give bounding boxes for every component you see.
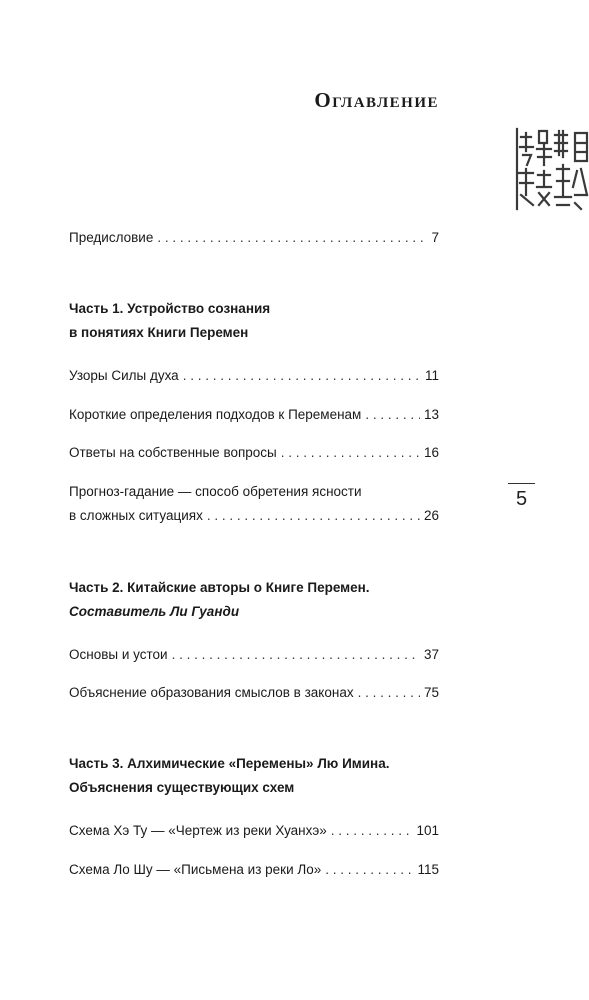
toc-entry[interactable] [69, 441, 439, 465]
part-3-heading-line2: Объяснения существующих схем [69, 780, 295, 795]
page-title: Оглавление [314, 88, 439, 112]
toc-entry-page: 16 [423, 445, 439, 460]
toc-entry-page: 13 [423, 407, 439, 422]
page-number: 5 [515, 488, 528, 510]
toc-entry-page: 75 [423, 685, 439, 700]
toc-entry-title: Узоры Силы духа [69, 368, 179, 383]
toc-entry-title: Основы и устои [69, 647, 168, 662]
toc-entry-page: 26 [423, 508, 439, 523]
toc-entry[interactable] [69, 681, 439, 705]
toc-entry-title: Ответы на собственные вопросы [69, 445, 277, 460]
toc-entry-title: Предисловие [69, 230, 154, 245]
toc-entry[interactable] [69, 819, 439, 843]
toc-entry-title: Схема Ло Шу — «Письмена из реки Ло» [69, 862, 322, 877]
dot-leader [183, 364, 421, 388]
toc-entry[interactable] [69, 643, 439, 667]
part-1-heading-line2: в понятиях Книги Перемен [69, 325, 249, 340]
toc-entry-page: 115 [417, 862, 439, 877]
toc-entry[interactable] [69, 858, 439, 882]
toc-entry-page: 101 [416, 823, 439, 838]
dot-leader [281, 441, 420, 465]
chinese-seal-icon [511, 125, 589, 211]
toc-entry-page: 37 [423, 647, 439, 662]
part-2-compiler: Составитель Ли Гуанди [69, 604, 240, 619]
dot-leader [365, 403, 420, 427]
part-2-heading: Часть 2. Китайские авторы о Книге Перемен. [69, 580, 370, 595]
part-3-heading: Часть 3. Алхимические «Перемены» Лю Имина. [69, 756, 390, 771]
dot-leader [172, 643, 420, 667]
toc-entry-title: Короткие определения подходов к Переменам [69, 407, 362, 422]
toc-entry[interactable] [69, 364, 439, 388]
dot-leader [358, 681, 420, 705]
toc-entry-page: 11 [424, 368, 439, 383]
toc-entry-title-line1[interactable]: Прогноз-гадание — способ обретения ясности [69, 484, 362, 499]
toc-entry[interactable] [69, 403, 439, 427]
toc-entry-preface[interactable] [69, 226, 439, 250]
part-1-heading: Часть 1. Устройство сознания [69, 301, 271, 316]
dot-leader [325, 858, 413, 882]
toc-entry-title: Объяснение образования смыслов в законах [69, 685, 354, 700]
toc-entry[interactable] [69, 504, 439, 528]
toc-entry-page: 7 [431, 230, 439, 245]
dot-leader [157, 226, 427, 250]
dot-leader [331, 819, 413, 843]
dot-leader [207, 504, 420, 528]
page-number-rule [508, 483, 535, 484]
toc-entry-title: Схема Хэ Ту — «Чертеж из реки Хуанхэ» [69, 823, 327, 838]
toc-entry-title: в сложных ситуациях [69, 508, 203, 523]
